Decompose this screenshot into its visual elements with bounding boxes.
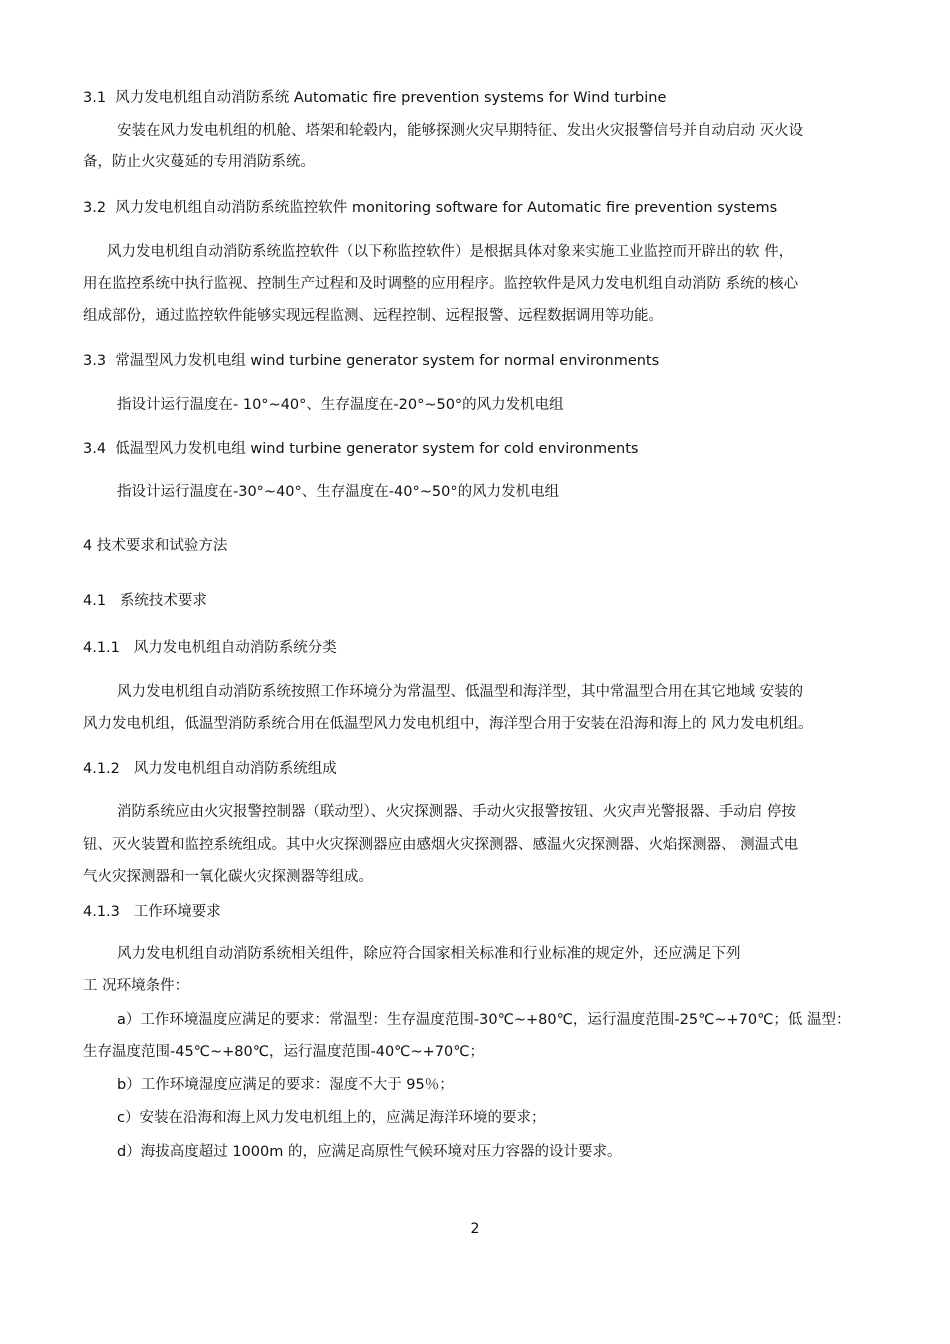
- section-title: 风力发电机组自动消防系统组成: [133, 761, 337, 777]
- section-number: 3.1: [83, 90, 107, 106]
- paragraph-line: 风力发电机组，低温型消防系统合用在低温型风力发电机组中，海洋型合用于安装在沿海和海上的 风力发电机组。: [83, 716, 813, 732]
- heading-3-4: [83, 439, 638, 459]
- heading-4-1-3: [83, 902, 221, 922]
- paragraph-line: 风力发电机组自动消防系统按照工作环境分为常温型、低温型和海洋型，其中常温型合用在其它地域 安装的: [117, 684, 804, 700]
- list-item-d: d）海拔高度超过 1000m 的，应满足高原性气候环境对压力容器的设计要求。: [117, 1144, 622, 1160]
- paragraph-line: 风力发电机组自动消防系统监控软件（以下称监控软件）是根据具体对象来实施工业监控而开辟出的软 件，: [107, 244, 794, 260]
- page-number: 2: [470, 1221, 480, 1237]
- section-number: 4.1: [83, 593, 107, 609]
- section-number: 3.4: [83, 441, 107, 457]
- paragraph-line: 组成部份，通过监控软件能够实现远程监测、远程控制、远程报警、远程数据调用等功能。: [83, 308, 663, 324]
- list-item-a-cont: 生存温度范围-45℃~+80℃，运行温度范围-40℃~+70℃；: [83, 1044, 485, 1060]
- section-number: 4.1.2: [83, 761, 120, 777]
- list-item-c: c）安装在沿海和海上风力发电机组上的，应满足海洋环境的要求；: [117, 1110, 546, 1126]
- heading-4-1-2: [83, 759, 337, 779]
- heading-4-1: [83, 591, 207, 611]
- section-title: 风力发电机组自动消防系统 Automatic fire prevention systems for Wind turbine: [115, 90, 667, 106]
- paragraph-line: 安装在风力发电机组的机舱、塔架和轮毂内，能够探测火灾早期特征、发出火灾报警信号并自动启动 灭火设: [117, 123, 804, 139]
- section-number: 3.3: [83, 353, 107, 369]
- paragraph-line: 风力发电机组自动消防系统相关组件，除应符合国家相关标准和行业标准的规定外，还应满足下列: [117, 946, 741, 962]
- section-title: 风力发电机组自动消防系统监控软件 monitoring software for Automatic fire prevention systems: [115, 200, 778, 216]
- section-number: 4.1.3: [83, 904, 120, 920]
- heading-3-1: [83, 88, 666, 108]
- section-title: 常温型风力发机电组 wind turbine generator system for normal environments: [115, 353, 660, 369]
- section-title: 系统技术要求: [119, 593, 207, 609]
- heading-3-3: [83, 351, 659, 371]
- section-title: 工作环境要求: [133, 904, 221, 920]
- paragraph-line: 指设计运行温度在-30°~40°、生存温度在-40°~50°的风力发机电组: [117, 484, 560, 500]
- section-number: 3.2: [83, 200, 107, 216]
- paragraph-line: 用在监控系统中执行监视、控制生产过程和及时调整的应用程序。监控软件是风力发电机组自动消防 系统的核心: [83, 276, 799, 292]
- section-number: 4.1.1: [83, 640, 120, 656]
- list-item-b: b）工作环境湿度应满足的要求：湿度不大于 95％；: [117, 1077, 454, 1093]
- heading-4: 4 技术要求和试验方法: [83, 538, 228, 554]
- heading-3-2: [83, 198, 777, 218]
- paragraph-line: 备，防止火灾蔓延的专用消防系统。: [83, 154, 315, 170]
- paragraph-line: 消防系统应由火灾报警控制器（联动型）、火灾探测器、手动火灾报警按钮、火灾声光警报器、手动启 停按: [117, 804, 796, 820]
- paragraph-line: 钮、灭火装置和监控系统组成。其中火灾探测器应由感烟火灾探测器、感温火灾探测器、火焰探测器、 测温式电: [83, 837, 799, 853]
- heading-4-1-1: [83, 638, 337, 658]
- paragraph-line: 气火灾探测器和一氧化碳火灾探测器等组成。: [83, 869, 373, 885]
- paragraph-line: 指设计运行温度在- 10°~40°、生存温度在-20°~50°的风力发机电组: [117, 397, 564, 413]
- section-title: 低温型风力发机电组 wind turbine generator system for cold environments: [115, 441, 639, 457]
- paragraph-line: 工 况环境条件：: [83, 978, 190, 994]
- section-title: 风力发电机组自动消防系统分类: [133, 640, 337, 656]
- list-item-a: a）工作环境温度应满足的要求：常温型：生存温度范围-30℃~+80℃，运行温度范围-25℃~+70℃；低 温型：: [117, 1012, 851, 1028]
